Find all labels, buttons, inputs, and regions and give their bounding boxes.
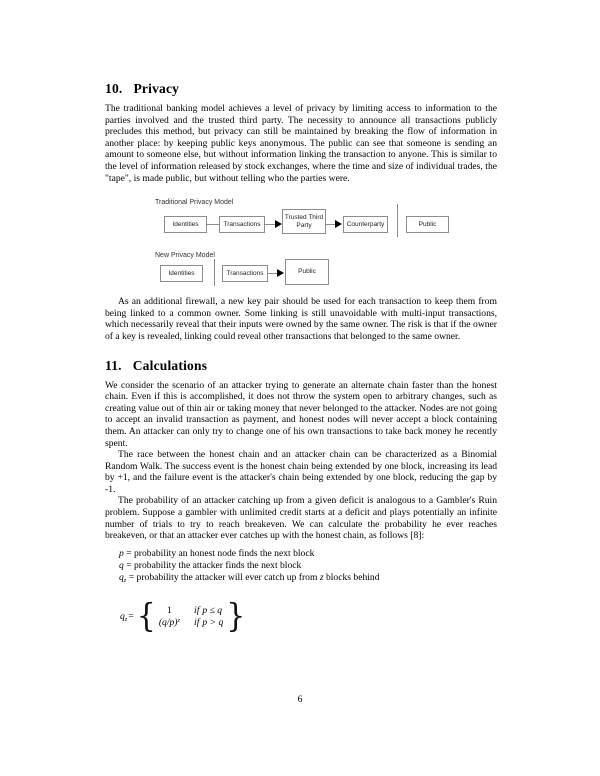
page-content (105, 81, 497, 636)
calculations-paragraph-3: The probability of an attacker catching up from a given deficit is analogous to a Gambler's Ruin problem. Suppose a gambler with unlimited credit starts at a deficit and plays potentially an infinite number of trials to try to reach breakeven. We can calculate the probability he ever reaches breakeven, or that an attacker ever catches up with the honest chain, as follows [8]: (105, 495, 497, 542)
arrow-right-icon (275, 220, 282, 228)
counterparty-box: Counterparty (343, 216, 388, 233)
variable-definitions (119, 548, 497, 587)
definition-qz-text-after: blocks behind (325, 571, 380, 583)
divider-line (214, 259, 215, 286)
connector-line (207, 224, 219, 225)
section-title: Calculations (132, 357, 208, 373)
gambler-ruin-formula (120, 597, 497, 636)
new-public-box: Public (285, 259, 329, 285)
section-11-heading (105, 358, 497, 374)
open-brace: { (136, 597, 156, 636)
new-identities-box: Identities (160, 265, 203, 282)
var-z: z (319, 571, 324, 583)
traditional-transactions-box: Transactions (219, 216, 265, 233)
var-q: q (119, 559, 124, 571)
close-brace: } (226, 597, 246, 636)
definition-qz-text: = probability the attacker will ever catch up from (128, 571, 318, 583)
section-number: 10. (105, 81, 123, 96)
arrow-right-icon (335, 220, 342, 228)
section-10-heading (105, 81, 497, 97)
traditional-public-box: Public (406, 216, 449, 233)
var-qz: q (119, 571, 124, 583)
arrow-right-icon (277, 269, 284, 277)
section-calculations (105, 357, 497, 636)
var-p: p (119, 547, 124, 559)
calculations-paragraph-1: We consider the scenario of an attacker trying to generate an alternate chain faster than the honest chain. Even if this is accomplished, it does not throw the system open to arbitrary changes, such as creating value out of thin air or taking money that never belonged to the attacker. Nodes are not going to accept an invalid transaction as payment, and honest nodes will never accept a block containing them. An attacker can only try to change one of his own transactions to take back money he recently spent. (105, 379, 497, 449)
privacy-paragraph-2: As an additional firewall, a new key pair should be used for each transaction to keep them from being linked to a common owner. Some linking is still unavoidable with multi-input transactions, which necessarily reveal that their inputs were owned by the same owner. The risk is that if the owner of a key is revealed, linking could reveal other transactions that belonged to the same owner. (105, 296, 497, 342)
formula-cases (159, 605, 223, 628)
traditional-model-label: Traditional Privacy Model (155, 199, 234, 207)
privacy-models-diagram (105, 197, 497, 294)
traditional-identities-box: Identities (164, 216, 207, 233)
section-number: 11. (105, 357, 122, 373)
trusted-third-party-box: Trusted Third Party (282, 209, 326, 234)
definition-p (119, 548, 497, 560)
definition-q (119, 560, 497, 572)
calculations-paragraph-2: The race between the honest chain and an attacker chain can be characterized as a Binomial Random Walk. The success event is the honest chain being extended by one block, increasing its lead by +1, and the failure event is the attacker's chain being extended by one block, reducing the gap by -1. (105, 449, 497, 495)
new-model-label: New Privacy Model (155, 252, 215, 260)
var-qz-subscript: z (123, 576, 127, 584)
case-2-value: $(q/p)^z$ (158, 617, 181, 629)
new-transactions-box: Transactions (222, 265, 268, 282)
divider-line (397, 204, 398, 237)
definition-p-text: = probability an honest node finds the next block (126, 547, 315, 559)
formula-lhs: $q_z=$ (120, 610, 134, 623)
case-2-condition: if p > q (194, 617, 224, 629)
privacy-paragraph-1: The traditional banking model achieves a level of privacy by limiting access to information to the parties involved and the trusted third party. The necessity to announce all transactions publicly precludes this method, but privacy can still be maintained by breaking the flow of information in another place: by keeping public keys anonymous. The public can see that someone is sending an amount to someone else, but without information linking the transaction to anyone. This is similar to the level of information released by stock exchanges, where the time and size of individual trades, the "tape", is made public, but without telling who the parties were. (105, 103, 497, 184)
definition-qz (119, 572, 497, 587)
section-title: Privacy (133, 81, 180, 96)
section-privacy (105, 81, 497, 343)
case-1-value: 1 (167, 605, 172, 617)
case-1-condition: if p ≤ q (194, 605, 223, 617)
page-number: 6 (297, 694, 303, 705)
definition-q-text: = probability the attacker finds the next block (126, 559, 302, 571)
